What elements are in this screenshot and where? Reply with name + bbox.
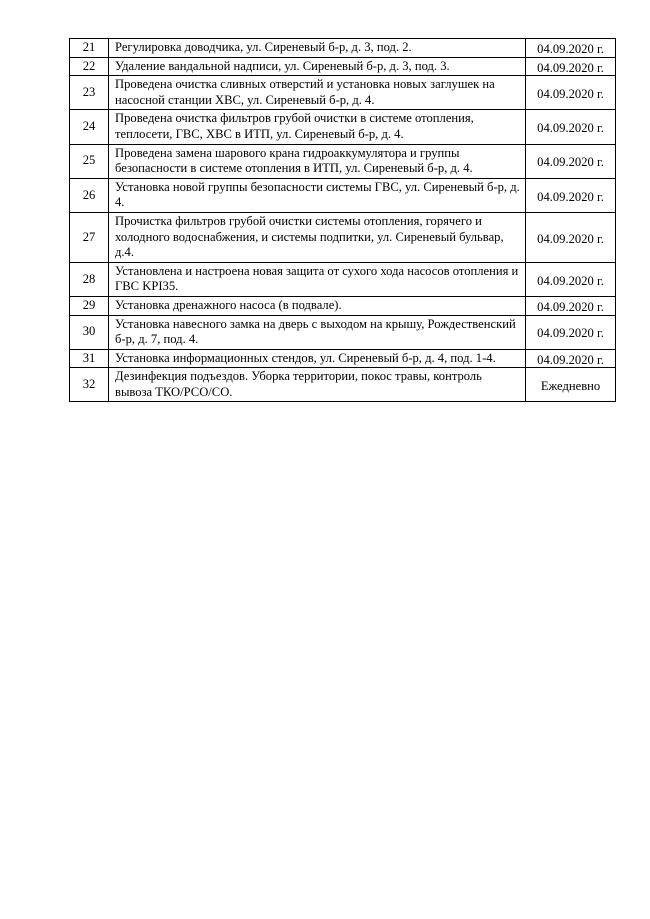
row-date: 04.09.2020 г. — [537, 189, 604, 204]
row-number: 27 — [70, 212, 109, 262]
table-row — [70, 212, 616, 262]
row-date-cell — [526, 144, 616, 178]
row-number: 24 — [70, 110, 109, 144]
table-row — [70, 262, 616, 296]
row-description: Проведена очистка фильтров грубой очистки в системе отопления, теплосети, ГВС, ХВС в ИТП, ул. Сиреневый б-р, д. 4. — [109, 110, 526, 144]
row-date-cell — [526, 212, 616, 262]
row-date: 04.09.2020 г. — [537, 299, 604, 314]
row-date-cell — [526, 296, 616, 315]
row-number: 25 — [70, 144, 109, 178]
row-description: Установка дренажного насоса (в подвале). — [109, 296, 526, 315]
row-date-cell — [526, 349, 616, 368]
row-date: 04.09.2020 г. — [537, 273, 604, 288]
row-number: 29 — [70, 296, 109, 315]
row-description: Проведена замена шарового крана гидроаккумулятора и группы безопасности в системе отопления в ИТП, ул. Сиреневый б-р, д. 4. — [109, 144, 526, 178]
table-row — [70, 76, 616, 110]
row-description: Установка навесного замка на дверь с выходом на крышу, Рождественский б-р, д. 7, под. 4. — [109, 315, 526, 349]
row-description: Проведена очистка сливных отверстий и установка новых заглушек на насосной станции ХВС, ул. Сиреневый б-р, д. 4. — [109, 76, 526, 110]
table-row — [70, 110, 616, 144]
row-date: 04.09.2020 г. — [537, 42, 604, 56]
table-row — [70, 39, 616, 58]
row-date: 04.09.2020 г. — [537, 155, 604, 170]
row-description: Установлена и настроена новая защита от сухого хода насосов отопления и ГВС KPI35. — [109, 262, 526, 296]
row-date-cell — [526, 110, 616, 144]
table-row — [70, 296, 616, 315]
row-date: 04.09.2020 г. — [537, 231, 604, 246]
row-number: 31 — [70, 349, 109, 368]
row-number: 22 — [70, 57, 109, 76]
row-date-cell — [526, 39, 616, 58]
row-number: 28 — [70, 262, 109, 296]
row-date: 04.09.2020 г. — [537, 326, 604, 341]
row-date: 04.09.2020 г. — [537, 121, 604, 136]
table-row — [70, 57, 616, 76]
row-description: Установка новой группы безопасности системы ГВС, ул. Сиреневый б-р, д. 4. — [109, 178, 526, 212]
table-body — [70, 39, 616, 402]
row-date: 04.09.2020 г. — [537, 352, 604, 367]
row-date-cell — [526, 262, 616, 296]
row-date-cell — [526, 368, 616, 402]
row-description: Прочистка фильтров грубой очистки системы отопления, горячего и холодного водоснабжения, и системы подпитки, ул. Сиреневый бульвар, д.4. — [109, 212, 526, 262]
row-number: 30 — [70, 315, 109, 349]
row-number: 21 — [70, 39, 109, 58]
row-number: 32 — [70, 368, 109, 402]
table-row — [70, 144, 616, 178]
row-date-cell — [526, 57, 616, 76]
row-description: Регулировка доводчика, ул. Сиреневый б-р, д. 3, под. 2. — [109, 39, 526, 58]
table-row — [70, 368, 616, 402]
row-date-cell — [526, 178, 616, 212]
table-row — [70, 315, 616, 349]
row-date: 04.09.2020 г. — [537, 60, 604, 75]
row-date-cell — [526, 315, 616, 349]
row-description: Удаление вандальной надписи, ул. Сиреневый б-р, д. 3, под. 3. — [109, 57, 526, 76]
work-table — [69, 38, 616, 402]
table-row — [70, 349, 616, 368]
row-description: Дезинфекция подъездов. Уборка территории, покос травы, контроль вывоза ТКО/РСО/СО. — [109, 368, 526, 402]
row-description: Установка информационных стендов, ул. Сиреневый б-р, д. 4, под. 1-4. — [109, 349, 526, 368]
row-date: Ежедневно — [540, 379, 601, 394]
row-date: 04.09.2020 г. — [537, 86, 604, 101]
table-row — [70, 178, 616, 212]
row-number: 26 — [70, 178, 109, 212]
row-number: 23 — [70, 76, 109, 110]
row-date-cell — [526, 76, 616, 110]
